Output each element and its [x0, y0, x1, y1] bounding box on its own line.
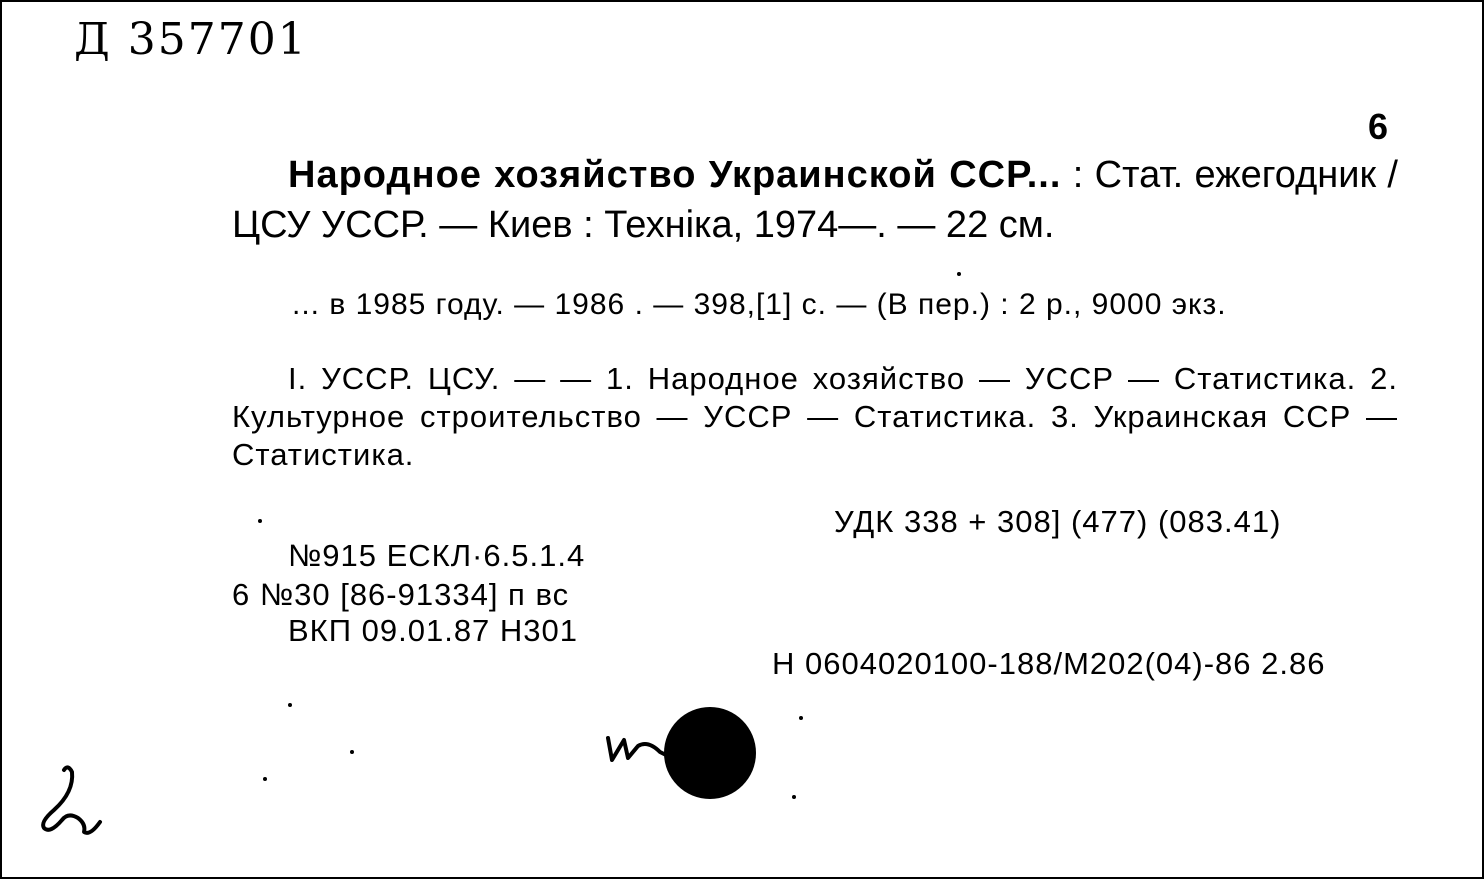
catalog-line-1: №915 ЕСКЛ·6.5.1.4 [288, 538, 586, 573]
catalog-line-3: ВКП 09.01.87 Н301 [288, 613, 579, 648]
speck-dot [258, 519, 262, 523]
handwritten-initials-icon [602, 720, 672, 770]
subject-text: I. УССР. ЦСУ. — — 1. Народное хозяйство — УССР — Статистика. 2. Культурное строительство — УССР — Статистика. 3. Украинская ССР — Статистика. [232, 361, 1398, 472]
entry-title: Народное хозяйство Украинской ССР... [288, 154, 1062, 196]
speck-dot [957, 272, 961, 276]
ink-stamp [664, 707, 756, 799]
subject-headings [232, 360, 1398, 474]
speck-dot [799, 716, 803, 720]
handwritten-number-icon [28, 762, 118, 842]
speck-dot [263, 777, 267, 781]
speck-dot [350, 750, 354, 754]
entry-description: : Стат. ежегодник / ЦСУ УССР. — Киев : Техніка, 1974—. — 22 см. [232, 154, 1398, 246]
speck-dot [792, 795, 796, 799]
inventory-number: Д 357701 [74, 14, 308, 65]
catalog-line-2: 6 №30 [86-91334] п вс [232, 577, 570, 612]
main-entry [232, 150, 1398, 250]
udk-code: УДК 338 + 308] (477) (083.41) [834, 504, 1282, 539]
page-number: 6 [1368, 106, 1389, 147]
bbk-code: Н 0604020100-188/М202(04)-86 2.86 [772, 646, 1326, 681]
speck-dot [288, 703, 292, 707]
imprint-line: ... в 1985 году. — 1986 . — 398,[1] с. — (В пер.) : 2 р., 9000 экз. [292, 288, 1227, 321]
